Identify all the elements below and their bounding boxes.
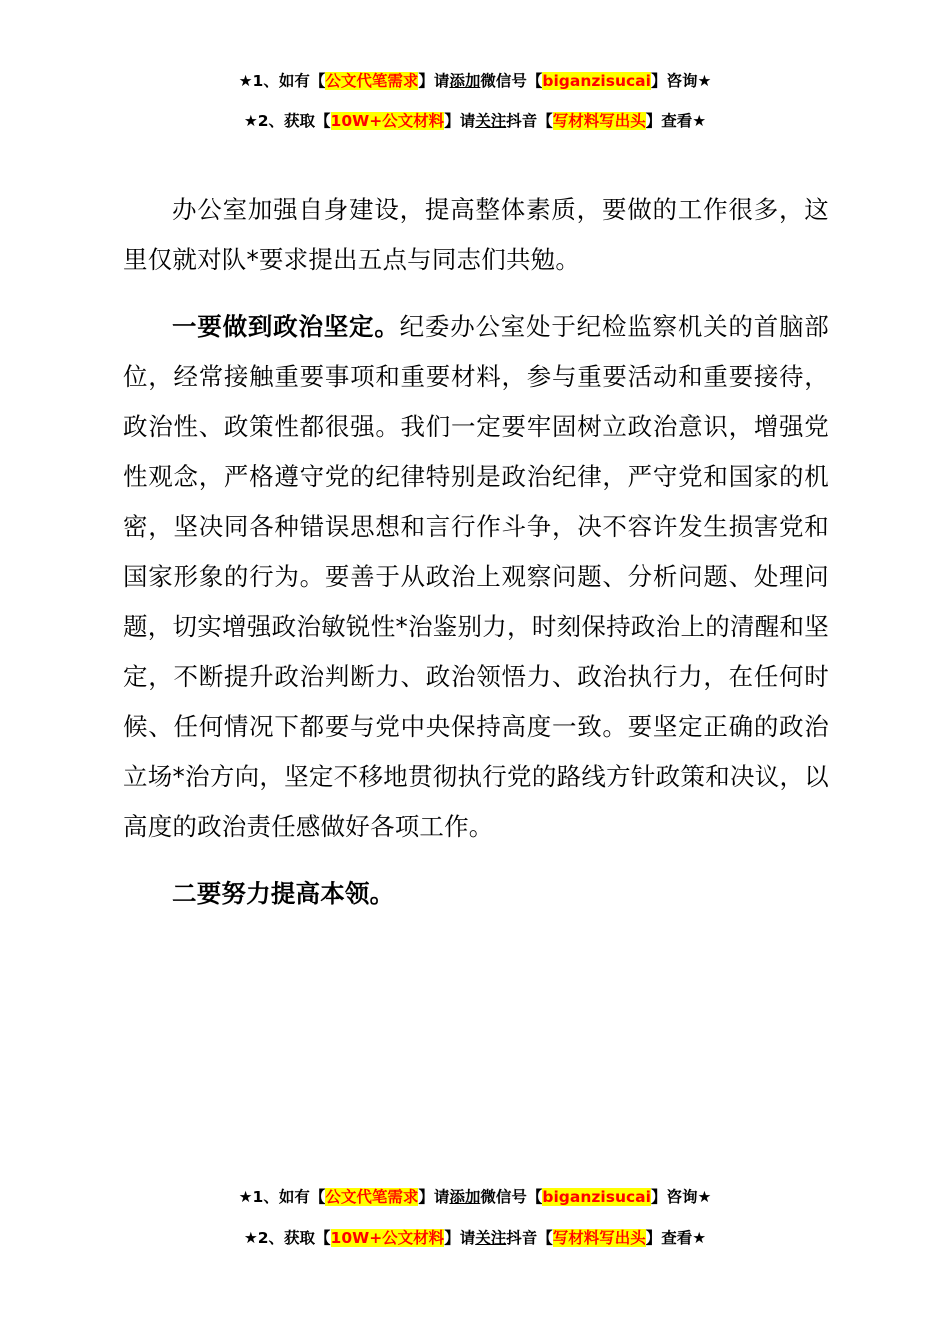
promo-highlight-materials: 10W+公文材料	[330, 1229, 445, 1247]
promo-text: 抖音【	[506, 1229, 553, 1247]
promo-text: 】请	[418, 72, 450, 90]
promo-underlined-verb: 添加	[449, 1188, 481, 1206]
promo-highlight-service: 公文代笔需求	[325, 72, 419, 90]
promo-highlight-wechat-id: biganzisucai	[542, 72, 651, 90]
promo-suffix: 】咨询★	[650, 72, 712, 90]
promo-text: 】请	[444, 112, 476, 130]
promo-highlight-wechat-id: biganzisucai	[542, 1188, 651, 1206]
promo-prefix: ★2、获取【	[243, 112, 331, 130]
promo-text: 微信号【	[480, 72, 543, 90]
header-promo-line-1	[0, 70, 950, 92]
section-1-paragraph	[123, 302, 829, 852]
promo-underlined-verb: 关注	[475, 112, 507, 130]
section-2-heading: 二要努力提高本领。	[172, 879, 395, 908]
promo-text: 抖音【	[506, 112, 553, 130]
promo-highlight-materials: 10W+公文材料	[330, 112, 445, 130]
footer-promo-line-1	[0, 1186, 950, 1208]
header-promo-line-2	[0, 110, 950, 132]
promo-prefix: ★1、如有【	[238, 1188, 326, 1206]
promo-prefix: ★1、如有【	[238, 72, 326, 90]
section-1-body: 纪委办公室处于纪检监察机关的首脑部位，经常接触重要事项和重要材料，参与重要活动和重要接待，政治性、政策性都很强。我们一定要牢固树立政治意识，增强党性观念，严格遵守党的纪律特别是政治纪律，严守党和国家的机密，坚决同各种错误思想和言行作斗争，决不容许发生损害党和国家形象的行为。要善于从政治上观察问题、分析问题、处理问题，切实增强政治敏锐性*治鉴别力，时刻保持政治上的清醒和坚定，不断提升政治判断力、政治领悟力、政治执行力，在任何时候、任何情况下都要与党中央保持高度一致。要坚定正确的政治立场*治方向，坚定不移地贯彻执行党的路线方针政策和决议，以高度的政治责任感做好各项工作。	[123, 312, 829, 841]
promo-underlined-verb: 关注	[475, 1229, 507, 1247]
section-1-heading: 一要做到政治坚定。	[172, 312, 400, 341]
promo-text: 】请	[418, 1188, 450, 1206]
promo-highlight-douyin-account: 写材料写出头	[552, 112, 646, 130]
promo-suffix: 】咨询★	[650, 1188, 712, 1206]
intro-paragraph: 办公室加强自身建设，提高整体素质，要做的工作很多，这里仅就对队*要求提出五点与同志们共勉。	[123, 195, 829, 274]
promo-prefix: ★2、获取【	[243, 1229, 331, 1247]
footer-promo-line-2	[0, 1227, 950, 1249]
promo-highlight-service: 公文代笔需求	[325, 1188, 419, 1206]
promo-text: 微信号【	[480, 1188, 543, 1206]
promo-highlight-douyin-account: 写材料写出头	[552, 1229, 646, 1247]
section-2-paragraph	[123, 869, 829, 919]
promo-underlined-verb: 添加	[449, 72, 481, 90]
promo-text: 】请	[444, 1229, 476, 1247]
promo-suffix: 】查看★	[645, 112, 707, 130]
document-body	[123, 185, 829, 919]
promo-suffix: 】查看★	[645, 1229, 707, 1247]
